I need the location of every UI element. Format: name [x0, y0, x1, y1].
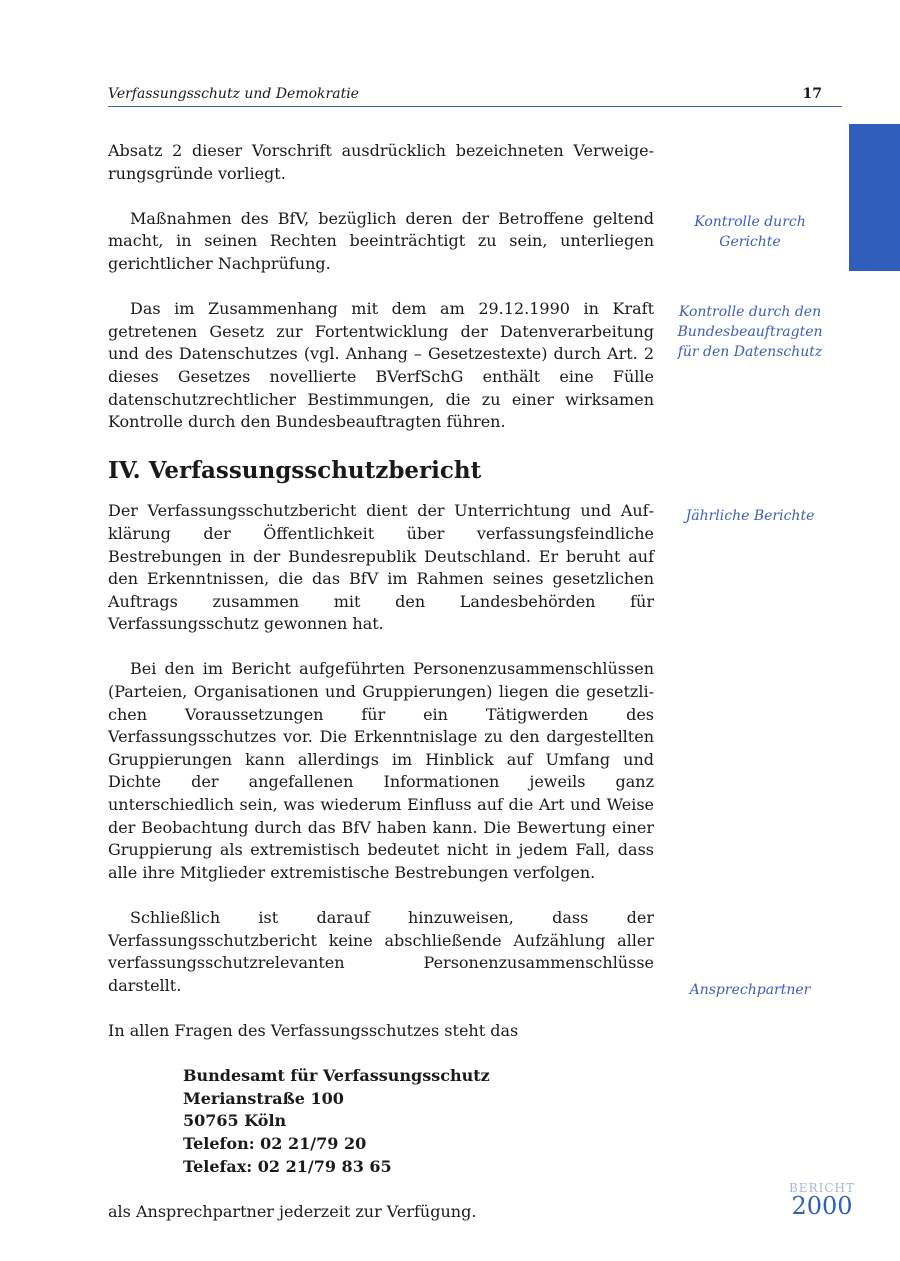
paragraph: Das im Zusammenhang mit dem am 29.12.1990 in Kraft getretenen Gesetz zur Fortentwicklung der Datenverarbeitung und des Datenschutzes (vgl. Anhang – Gesetzestexte) durch Art. 2 dieses Gesetzes novellierte BVerfSchG enthält eine Fülle datenschutzrechtlicher Bestimmungen, die zu einer wirksamen Kontrolle durch den Bundesbeauftragten führen.	[108, 299, 654, 432]
page-number: 17	[802, 86, 822, 102]
header-title: Verfassungsschutz und Demokratie	[108, 86, 359, 102]
paragraph: Der Verfassungsschutzbericht dient der Unterrichtung und Aufklärung der Öffentlichkeit über verfassungsfeindliche Bestrebungen in der Bundesrepublik Deutschland. Er beruht auf den Erkenntnissen, die das BfV im Rahmen seines gesetzlichen Auftrags zusammen mit den Landesbehörden für Verfassungsschutz gewonnen hat.	[108, 501, 654, 634]
address-line: Telefon: 02 21/79 20	[183, 1133, 367, 1153]
address-line: 50765 Köln	[183, 1111, 287, 1131]
paragraph: als Ansprechpartner jederzeit zur Verfügung.	[108, 1201, 477, 1221]
paragraph: Maßnahmen des BfV, bezüglich deren der Betroffene geltend macht, in seinen Rechten beeinträchtigt zu sein, unterliegen gerichtlicher Nachprüfung.	[108, 208, 654, 273]
report-logo	[786, 1181, 858, 1220]
paragraph: Schließlich ist darauf hinzuweisen, dass der Verfassungsschutzbericht keine abschließende Aufzählung aller verfassungsschutzrelevanten Personenzusammenschlüsse darstellt.	[108, 908, 654, 995]
margin-note: Kontrolle durch Gerichte	[694, 214, 806, 250]
logo-year-text: 2000	[791, 1192, 853, 1220]
address-line: Bundesamt für Verfassungsschutz	[183, 1066, 490, 1086]
address-line: Merianstraße 100	[183, 1088, 344, 1108]
paragraph: Absatz 2 dieser Vorschrift ausdrücklich bezeichneten Verweigerungsgründe vorliegt.	[108, 141, 654, 183]
section-heading: IV. Verfassungsschutzbericht	[108, 457, 482, 485]
margin-note: Kontrolle durch den Bundesbeauftragten für den Datenschutz	[677, 304, 823, 360]
margin-note: Jährliche Berichte	[685, 508, 815, 524]
margin-note: Ansprechpartner	[689, 982, 811, 998]
logo-top-text: BERICHT	[788, 1181, 855, 1195]
address-line: Telefax: 02 21/79 83 65	[183, 1156, 392, 1176]
paragraph: Bei den im Bericht aufgeführten Personenzusammenschlüssen (Parteien, Organisationen und Gruppierungen) liegen die gesetzlichen Voraussetzungen für ein Tätigwerden des Verfassungsschutzes vor. Die Erkenntnislage zu den dargestellten Gruppierungen kann allerdings im Hinblick auf Umfang und Dichte der angefallenen Informationen jeweils ganz unterschiedlich sein, was wiederum Einfluss auf die Art und Weise der Beobachtung durch das BfV haben kann. Die Bewertung einer Gruppierung als extremistisch bedeutet nicht in jedem Fall, dass alle ihre Mitglieder extremistische Bestrebungen verfolgen.	[108, 659, 654, 882]
chapter-tab	[849, 124, 900, 271]
paragraph: In allen Fragen des Verfassungsschutzes steht das	[108, 1020, 519, 1040]
contact-address	[183, 1065, 654, 1178]
main-text	[108, 140, 654, 1246]
running-header	[108, 86, 842, 107]
